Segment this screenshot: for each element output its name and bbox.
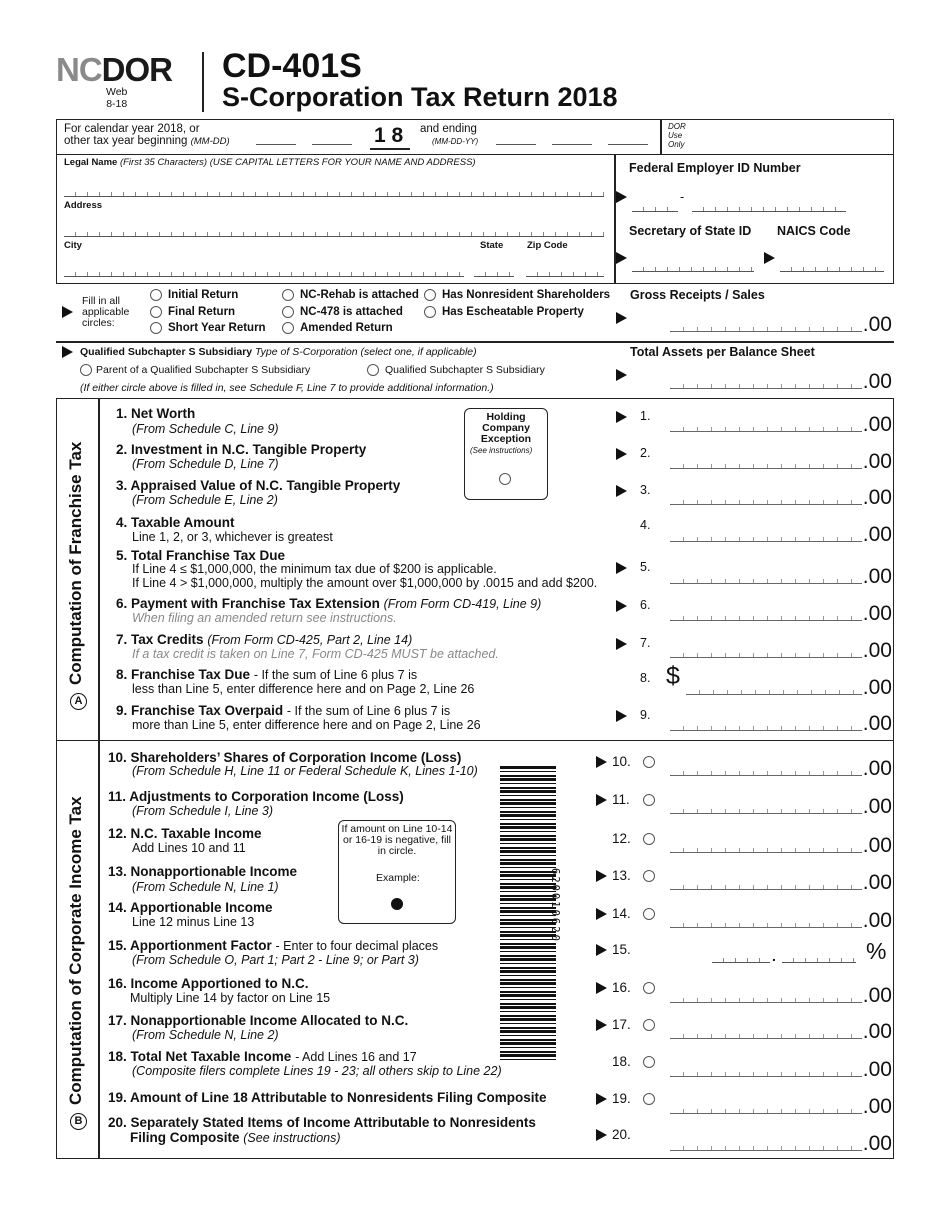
ending-format-hint: (MM-DD-YY): [432, 137, 479, 146]
line-10-arrow-icon: [596, 756, 607, 768]
form-version: Web 8-18: [106, 86, 128, 110]
final-return-radio[interactable]: [150, 306, 162, 318]
line-17-num: 17.: [612, 1017, 631, 1032]
gross-receipts-label: Gross Receipts / Sales: [630, 288, 765, 302]
year-underline: [370, 148, 410, 150]
line-6-sub: When filing an amended return see instructions.: [132, 611, 397, 625]
holding-company-radio[interactable]: [499, 473, 511, 485]
line-10-amount[interactable]: .00: [670, 758, 892, 780]
line-11-amount[interactable]: .00: [670, 796, 892, 818]
line-8-title: 8. Franchise Tax Due - If the sum of Line 6 plus 7 is: [116, 667, 418, 682]
begin-day-input[interactable]: [312, 138, 352, 145]
factor-decimal-point: .: [772, 948, 776, 964]
example-label: Example:: [376, 872, 420, 884]
line-18-amount[interactable]: .00: [670, 1059, 892, 1081]
income-side-divider: [98, 740, 100, 1159]
line-6-num: 6.: [640, 598, 651, 612]
line-11-negative-radio[interactable]: [643, 794, 655, 806]
initial-return-radio[interactable]: [150, 289, 162, 301]
state-label: State: [480, 240, 504, 251]
line-18-title: 18. Total Net Taxable Income - Add Lines 16 and 17: [108, 1049, 417, 1064]
form-id: CD-401S: [222, 47, 362, 85]
line-1-title: 1. Net Worth: [116, 406, 196, 421]
line-14-arrow-icon: [596, 908, 607, 920]
line-7-arrow-icon: [616, 638, 627, 650]
line-8-sub: less than Line 5, enter difference here and on Page 2, Line 26: [132, 682, 475, 696]
line-9-title: 9. Franchise Tax Overpaid - If the sum of Line 6 plus 7 is: [116, 703, 451, 718]
line-5-title: 5. Total Franchise Tax Due: [116, 548, 286, 563]
line-12-amount[interactable]: .00: [670, 835, 892, 857]
line-2-title: 2. Investment in N.C. Tangible Property: [116, 442, 367, 457]
fein-arrow-icon: [616, 191, 627, 203]
line-4-amount[interactable]: .00: [670, 524, 892, 546]
line-11-sub: (From Schedule I, Line 3): [132, 804, 274, 818]
qsss-subsidiary-radio[interactable]: [367, 364, 379, 376]
zip-label: Zip Code: [527, 240, 568, 251]
line-5-arrow-icon: [616, 562, 627, 574]
line-6-title: 6. Payment with Franchise Tax Extension (From Form CD-419, Line 9): [116, 596, 542, 611]
factor-whole-input[interactable]: [712, 956, 770, 963]
line-19-arrow-icon: [596, 1093, 607, 1105]
barcode-number: 620010620: [549, 868, 561, 943]
line-18-sub: (Composite filers complete Lines 19 - 23; all others skip to Line 22): [132, 1064, 502, 1078]
total-assets-field[interactable]: .00: [670, 371, 892, 393]
line-6-arrow-icon: [616, 600, 627, 612]
initial-return-label: Initial Return: [168, 289, 239, 301]
line-5-num: 5.: [640, 560, 651, 574]
nc-rehab-radio[interactable]: [282, 289, 294, 301]
line-5-amount[interactable]: .00: [670, 566, 892, 588]
line-2-amount[interactable]: .00: [670, 451, 892, 473]
line-15-sub: (From Schedule O, Part 1; Part 2 - Line 9; or Part 3): [132, 953, 419, 967]
line-16-negative-radio[interactable]: [643, 982, 655, 994]
identity-divider: [614, 154, 616, 284]
income-section-title: BComputation of Corporate Income Tax: [66, 796, 87, 1130]
line-3-amount[interactable]: .00: [670, 487, 892, 509]
line-1-arrow-icon: [616, 411, 627, 423]
line-10-sub: (From Schedule H, Line 11 or Federal Schedule K, Lines 1-10): [132, 764, 478, 778]
negative-example-text: If amount on Line 10-14 or 16-19 is negative, fill in circle.: [341, 823, 453, 857]
line-9-amount[interactable]: .00: [670, 713, 892, 735]
escheatable-property-radio[interactable]: [424, 306, 436, 318]
line-17-arrow-icon: [596, 1019, 607, 1031]
end-day-input[interactable]: [552, 138, 592, 145]
line-2-arrow-icon: [616, 448, 627, 460]
amended-return-radio[interactable]: [282, 322, 294, 334]
line-8-amount[interactable]: .00: [670, 677, 892, 699]
sos-label: Secretary of State ID: [629, 224, 752, 238]
line-14-sub: Line 12 minus Line 13: [132, 915, 255, 929]
and-ending-label: and ending: [420, 123, 477, 135]
line-13-arrow-icon: [596, 870, 607, 882]
line-9-arrow-icon: [616, 710, 627, 722]
city-label: City: [64, 240, 82, 251]
line-15-title: 15. Apportionment Factor - Enter to four decimal places: [108, 938, 439, 953]
qsss-note: (If either circle above is filled in, see Schedule F, Line 7 to provide additional information.): [80, 382, 494, 394]
line-12-negative-radio[interactable]: [643, 833, 655, 845]
line-16-sub: Multiply Line 14 by factor on Line 15: [130, 991, 331, 1005]
line-10-num: 10.: [612, 754, 631, 769]
city-input[interactable]: [64, 270, 464, 277]
line-11-title: 11. Adjustments to Corporation Income (Loss): [108, 789, 404, 804]
line-7-title: 7. Tax Credits (From Form CD-425, Part 2, Line 14): [116, 632, 413, 647]
line-14-num: 14.: [612, 906, 631, 921]
short-year-return-radio[interactable]: [150, 322, 162, 334]
naics-arrow-icon: [764, 252, 775, 264]
nonresident-shareholders-label: Has Nonresident Shareholders: [442, 289, 611, 301]
line-5-sub: If Line 4 ≤ $1,000,000, the minimum tax due of $200 is applicable.: [132, 562, 497, 576]
fill-in-arrow-icon: [62, 306, 73, 318]
line-4-num: 4.: [640, 518, 651, 532]
line-1-amount[interactable]: .00: [670, 414, 892, 436]
nc-478-radio[interactable]: [282, 306, 294, 318]
line-11-num: 11.: [612, 792, 630, 807]
total-assets-label: Total Assets per Balance Sheet: [630, 345, 815, 359]
line-3-num: 3.: [640, 483, 651, 497]
escheatable-property-label: Has Escheatable Property: [442, 306, 584, 318]
line-17-negative-radio[interactable]: [643, 1019, 655, 1031]
fill-in-label: Fill in all applicable circles:: [82, 295, 130, 329]
line-1-sub: (From Schedule C, Line 9): [132, 422, 279, 436]
line-7-num: 7.: [640, 636, 651, 650]
begin-month-input[interactable]: [256, 138, 296, 145]
line-19-title: 19. Amount of Line 18 Attributable to Nonresidents Filing Composite: [108, 1090, 547, 1105]
line-20-amount[interactable]: .00: [670, 1133, 892, 1155]
line-19-negative-radio[interactable]: [643, 1093, 655, 1105]
period-label-1: For calendar year 2018, or: [64, 123, 200, 135]
line-15-num: 15.: [612, 942, 631, 957]
line-17-amount[interactable]: .00: [670, 1021, 892, 1043]
line-16-num: 16.: [612, 980, 631, 995]
line-7-amount[interactable]: .00: [670, 640, 892, 662]
qsss-parent-label: Parent of a Qualified Subchapter S Subsidiary: [96, 364, 311, 376]
short-year-return-label: Short Year Return: [168, 322, 266, 334]
line-3-sub: (From Schedule E, Line 2): [132, 493, 278, 507]
state-input[interactable]: [474, 270, 514, 277]
franchise-section-title: AComputation of Franchise Tax: [66, 442, 87, 710]
line-9-sub: more than Line 5, enter difference here and on Page 2, Line 26: [132, 718, 481, 732]
line-2-num: 2.: [640, 446, 651, 460]
gross-receipts-field[interactable]: .00: [670, 314, 892, 336]
line-12-sub: Add Lines 10 and 11: [132, 841, 246, 855]
header-divider: [202, 52, 204, 112]
naics-input[interactable]: [780, 265, 884, 272]
line-9-num: 9.: [640, 708, 651, 722]
franchise-side-divider: [98, 398, 100, 741]
line-20-arrow-icon: [596, 1129, 607, 1141]
total-assets-arrow-icon: [616, 369, 627, 381]
line-4-title: 4. Taxable Amount: [116, 515, 235, 530]
line-13-amount[interactable]: .00: [670, 872, 892, 894]
line-16-amount[interactable]: .00: [670, 985, 892, 1007]
ncdor-logo: NCDOR: [56, 51, 173, 88]
line-13-sub: (From Schedule N, Line 1): [132, 880, 279, 894]
line-14-negative-radio[interactable]: [643, 908, 655, 920]
line-19-num: 19.: [612, 1091, 631, 1106]
period-year: 1 8: [374, 124, 404, 147]
line-7-sub: If a tax credit is taken on Line 7, Form CD-425 MUST be attached.: [132, 647, 499, 661]
period-label-2: other tax year beginning (MM-DD): [64, 135, 230, 147]
line-6-amount[interactable]: .00: [670, 603, 892, 625]
zip-input[interactable]: [526, 270, 604, 277]
line-10-negative-radio[interactable]: [643, 756, 655, 768]
barcode: [500, 766, 556, 1062]
line-16-arrow-icon: [596, 982, 607, 994]
amended-return-label: Amended Return: [300, 322, 393, 334]
line-16-title: 16. Income Apportioned to N.C.: [108, 976, 309, 991]
line-10-title: 10. Shareholders’ Shares of Corporation Income (Loss): [108, 750, 462, 765]
legal-name-input[interactable]: [64, 190, 604, 197]
nc-478-label: NC-478 is attached: [300, 306, 403, 318]
address-label: Address: [64, 200, 103, 211]
line-12-num: 12.: [612, 831, 631, 846]
line-14-amount[interactable]: .00: [670, 910, 892, 932]
line-20-title: 20. Separately Stated Items of Income Attributable to Nonresidents: [108, 1115, 536, 1130]
line-17-sub: (From Schedule N, Line 2): [132, 1028, 279, 1042]
line-3-title: 3. Appraised Value of N.C. Tangible Property: [116, 478, 401, 493]
fein-label: Federal Employer ID Number: [629, 161, 801, 175]
gross-receipts-arrow-icon: [616, 312, 627, 324]
dor-use-only: DOR Use Only: [668, 122, 686, 150]
line-20-num: 20.: [612, 1127, 631, 1142]
qsss-subsidiary-label: Qualified Subchapter S Subsidiary: [385, 364, 545, 376]
line-19-amount[interactable]: .00: [670, 1096, 892, 1118]
line-11-arrow-icon: [596, 794, 607, 806]
qsss-arrow-icon: [62, 346, 73, 358]
example-filled-radio: [391, 898, 403, 910]
line-18-num: 18.: [612, 1054, 631, 1069]
dollar-sign: $: [666, 662, 680, 690]
line-17-title: 17. Nonapportionable Income Allocated to N.C.: [108, 1013, 409, 1028]
line-2-sub: (From Schedule D, Line 7): [132, 457, 279, 471]
qsss-heading: Qualified Subchapter S Subsidiary Type of S-Corporation (select one, if applicable): [80, 346, 477, 358]
line-1-num: 1.: [640, 409, 651, 423]
line-12-title: 12. N.C. Taxable Income: [108, 826, 262, 841]
qsss-parent-radio[interactable]: [80, 364, 92, 376]
naics-label: NAICS Code: [777, 224, 851, 238]
end-year-input[interactable]: [608, 138, 648, 145]
sos-input[interactable]: [632, 265, 754, 272]
line-13-num: 13.: [612, 868, 631, 883]
form-title: S-Corporation Tax Return 2018: [222, 82, 618, 112]
line-15-arrow-icon: [596, 944, 607, 956]
holding-company-hint: (See instructions): [470, 446, 533, 455]
fein-dash: -: [680, 190, 685, 204]
line-4-sub: Line 1, 2, or 3, whichever is greatest: [132, 530, 333, 544]
nonresident-shareholders-radio[interactable]: [424, 289, 436, 301]
sos-arrow-icon: [616, 252, 627, 264]
line-8-num: 8.: [640, 671, 651, 685]
fein-suffix-input[interactable]: [692, 205, 846, 212]
nc-rehab-label: NC-Rehab is attached: [300, 289, 419, 301]
line-13-title: 13. Nonapportionable Income: [108, 864, 298, 879]
fein-prefix-input[interactable]: [632, 205, 678, 212]
line-13-negative-radio[interactable]: [643, 870, 655, 882]
line-20-sub: Filing Composite (See instructions): [130, 1130, 341, 1145]
line-14-title: 14. Apportionable Income: [108, 900, 273, 915]
line-18-negative-radio[interactable]: [643, 1056, 655, 1068]
address-input[interactable]: [64, 230, 604, 237]
line-5-sub2: If Line 4 > $1,000,000, multiply the amount over $1,000,000 by .0015 and add $200.: [132, 576, 598, 590]
fill-in-bottom-rule: [56, 341, 894, 343]
legal-name-label: Legal Name (First 35 Characters) (USE CAPITAL LETTERS FOR YOUR NAME AND ADDRESS): [64, 157, 476, 168]
dor-use-divider: [660, 119, 662, 155]
percent-sign: %: [866, 938, 887, 964]
line-3-arrow-icon: [616, 485, 627, 497]
factor-decimal-input[interactable]: [782, 956, 856, 963]
end-month-input[interactable]: [496, 138, 536, 145]
holding-company-label: Holding Company Exception: [480, 411, 532, 445]
final-return-label: Final Return: [168, 306, 236, 318]
form-header: [56, 47, 896, 114]
